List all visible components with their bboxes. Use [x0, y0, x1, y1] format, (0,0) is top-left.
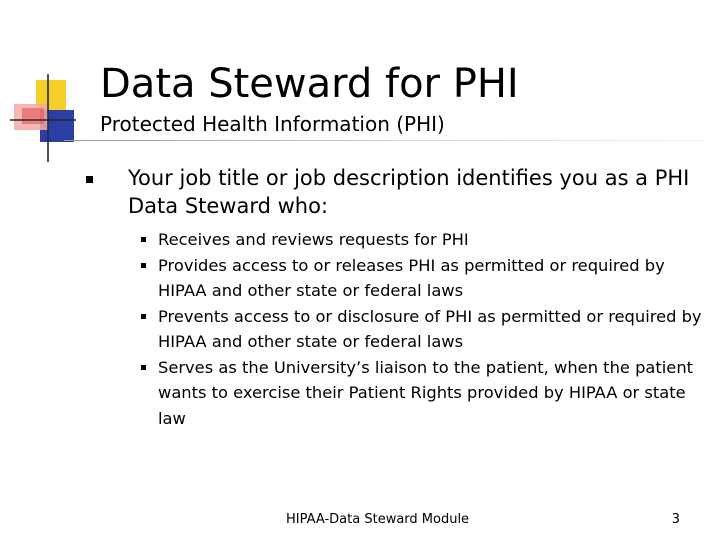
square-bullet-icon [86, 176, 93, 183]
list-item [141, 304, 711, 355]
title-divider [64, 140, 704, 141]
square-bullet-icon [141, 263, 146, 268]
corner-logo-icon [10, 74, 80, 164]
main-bullet-text: Your job title or job description identifies you as a PHI Data Steward who: [128, 166, 690, 218]
page-number: 3 [671, 512, 680, 527]
list-item [141, 355, 711, 432]
slide-subtitle: Protected Health Information (PHI) [100, 112, 445, 136]
list-item [141, 253, 711, 304]
square-bullet-icon [141, 314, 146, 319]
square-bullet-icon [141, 237, 146, 242]
list-item-text: Provides access to or releases PHI as permitted or required by HIPAA and other state or federal laws [158, 255, 665, 300]
sub-bullet-list [141, 227, 711, 431]
footer-text: HIPAA-Data Steward Module [286, 512, 470, 527]
list-item-text: Receives and reviews requests for PHI [158, 230, 469, 249]
list-item-text: Prevents access to or disclosure of PHI as permitted or required by HIPAA and other state or federal laws [158, 306, 702, 351]
list-item-text: Serves as the University’s liaison to the patient, when the patient wants to exercise their Patient Rights provided by HIPAA or state law [158, 357, 694, 428]
square-bullet-icon [141, 365, 146, 370]
list-item [141, 227, 711, 253]
slide-title: Data Steward for PHI [100, 61, 519, 107]
